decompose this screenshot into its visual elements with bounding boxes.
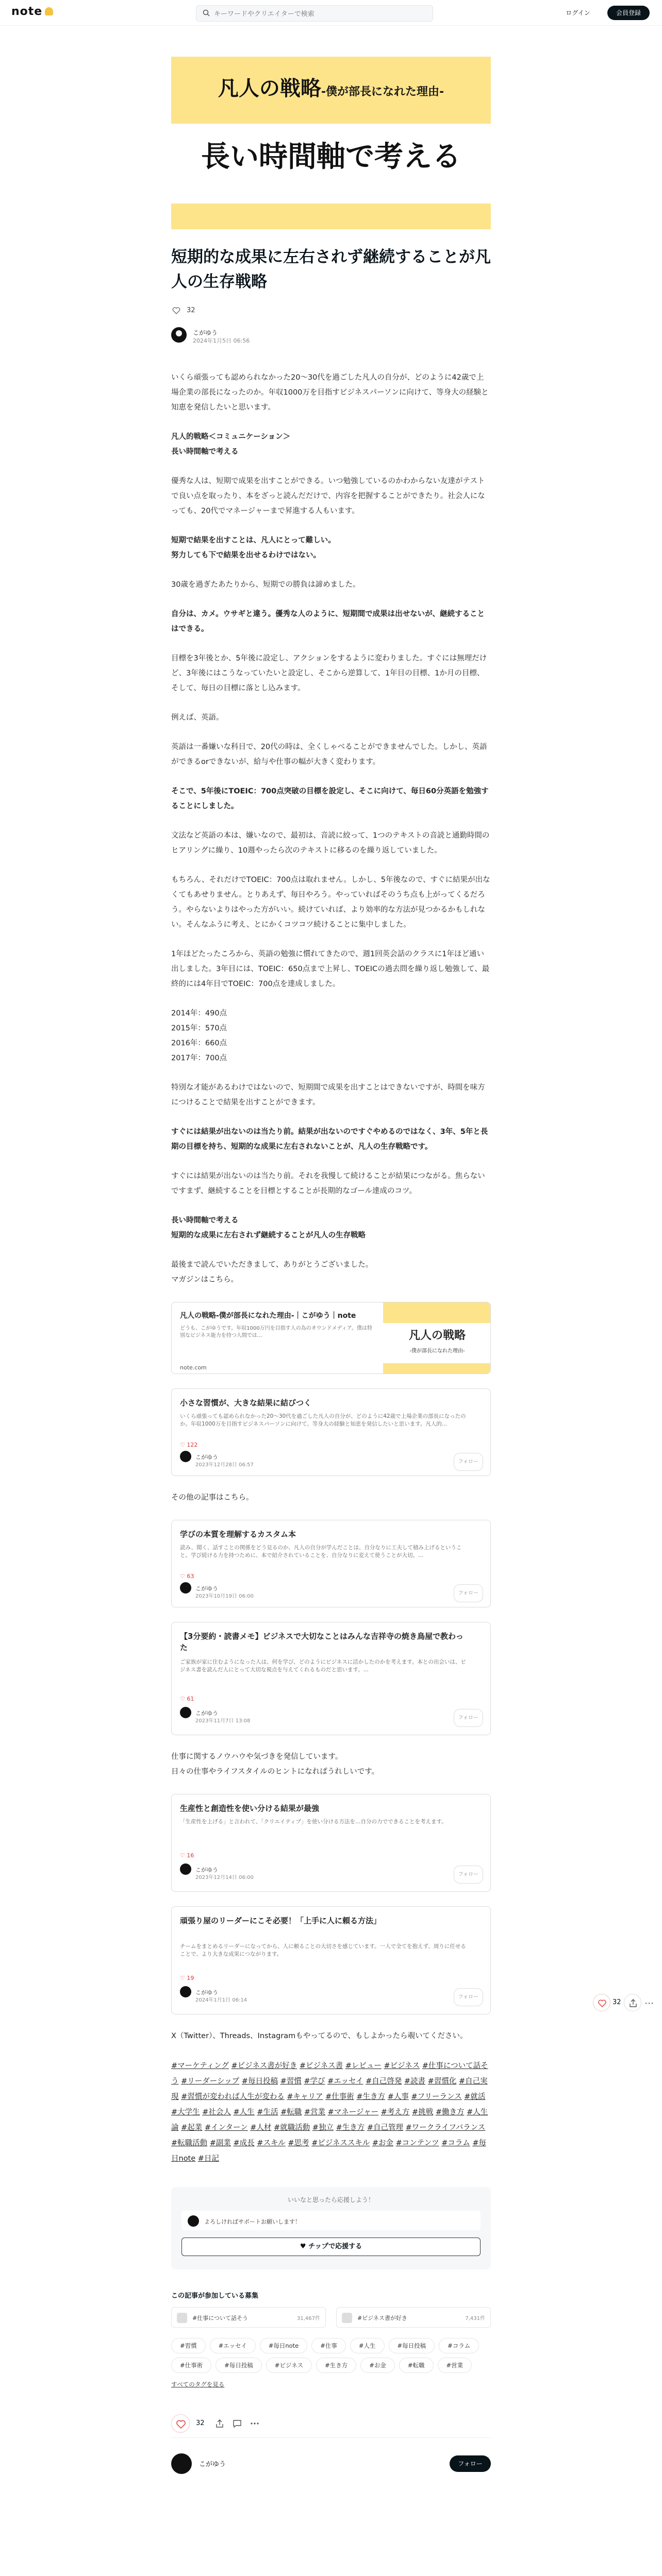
- heart-icon: [593, 1994, 611, 2012]
- like-summary[interactable]: [171, 306, 491, 317]
- paragraph: すぐには結果が出ないのは当たり前。結果が出ないのですぐやめるのではなく、3年、5年と長期の目標を持ち、短期的な成果に左右されないことが、凡人の生存戦略です。: [171, 1128, 488, 1151]
- avatar[interactable]: [171, 327, 187, 343]
- section-heading: 凡人的戦略＜コミュニケーション＞ 長い時間軸で考える: [171, 433, 291, 456]
- paragraph: いくら頑張っても認められなかった20〜30代を過ごした凡人の自分が、どのように42歳で上場企業の部長になったのか。年収1000万を目指すビジネスパーソンに向けて、等身大の経験と知恵を発信したいと思います。: [171, 374, 489, 412]
- follow-button[interactable]: フォロー: [454, 1866, 484, 1884]
- hashtag-link[interactable]: #コンテンツ: [395, 2139, 439, 2147]
- heart-icon: [172, 2415, 190, 2433]
- action-bar: [171, 2412, 491, 2438]
- logo-mascot-icon: [45, 7, 53, 15]
- hashtag-link[interactable]: #起業: [181, 2124, 203, 2132]
- follow-button[interactable]: フォロー: [454, 1453, 484, 1471]
- hashtag-link[interactable]: #仕事について話そう: [171, 2062, 488, 2086]
- paragraph: すぐには結果が出ないのは当たり前。それを我慢して続けることが結果につながる。焦らないですまず、継続することを目標とすることが長期的なゴール達成のコツ。: [171, 1172, 485, 1195]
- tip-icon: ♥: [300, 2243, 309, 2250]
- card-like-count: ♡ 19: [180, 1975, 194, 1981]
- hashtag-link[interactable]: #成長: [233, 2139, 255, 2147]
- hashtag-link[interactable]: #レビュー: [345, 2062, 382, 2070]
- hashtag-link[interactable]: #転職: [280, 2108, 302, 2116]
- paragraph: もちろん、それだけでTOEIC：700点は取れません。しかし、5年後なので、すぐに結果が出なくてもあせりません。とりあえず、毎日やろう。やっていればそのうち点も上がってくるだろう。やらないよりはやった方がいい。続けていれば、より効率的な方法が見つかるかもしれない。そんなふうに考え、とにかくコツコツ続けることに集中しました。: [171, 876, 490, 929]
- hashtag-link[interactable]: #人生論: [171, 2108, 488, 2132]
- hashtag-link[interactable]: #日記: [197, 2155, 219, 2163]
- follow-button[interactable]: フォロー: [454, 1584, 484, 1602]
- hashtag-link[interactable]: #ビジネス: [384, 2062, 420, 2070]
- embed-description: どうも、こがゆうです。年収1000万円を目指す人の為のオウンドメディア。僕は特別なビジネス能力を持つ人間では…: [180, 1326, 372, 1338]
- hashtag-link[interactable]: #就活: [464, 2093, 486, 2101]
- share-icon[interactable]: [214, 2418, 225, 2429]
- footer-author: [171, 2448, 491, 2484]
- social-links[interactable]: X（Twitter）、Threads、Instagramもやってるので、もしよかったら覗いてください。: [171, 2032, 468, 2040]
- hashtag-link[interactable]: #生き方: [356, 2093, 386, 2101]
- signup-button[interactable]: 会員登録: [607, 6, 650, 20]
- paragraph: 英語は一番嫌いな科目で、20代の時は、全くしゃべることができませんでした。しかし、英語ができるorできないが、給与や仕事の幅が大きく変わります。: [171, 743, 487, 766]
- like-button[interactable]: [171, 2414, 190, 2433]
- hashtag-link[interactable]: #仕事術: [325, 2093, 354, 2101]
- hashtag-link[interactable]: #キャリア: [287, 2093, 323, 2101]
- heart-icon: [172, 307, 180, 315]
- tag-pill[interactable]: #毎日投稿: [216, 2358, 262, 2373]
- contest-list: [171, 2307, 491, 2328]
- hashtag-link[interactable]: #学び: [304, 2077, 325, 2086]
- closing: 最後まで読んでいただきまして、ありがとうございました。 マガジンはこちら。: [171, 1261, 373, 1284]
- tag-pill[interactable]: #人生: [350, 2338, 385, 2353]
- score-list: 2014年：490点 2015年：570点 2016年：660点 2017年：700点: [171, 1009, 227, 1062]
- hashtag-link[interactable]: #就職活動: [274, 2124, 310, 2132]
- hashtag-link[interactable]: #習慣が変われば人生が変わる: [181, 2093, 285, 2101]
- embed-url: note.com: [180, 1364, 207, 1371]
- paragraph: 短期で結果を出すことは、凡人にとって難しい。 努力しても下で結果を出せるわけではない。: [171, 536, 336, 560]
- hashtag-link[interactable]: #独立: [312, 2124, 334, 2132]
- note-logo[interactable]: note: [11, 5, 53, 18]
- like-count: 32: [187, 307, 195, 314]
- tag-pill[interactable]: #転職: [399, 2358, 434, 2373]
- magazine-embed-card[interactable]: [171, 1302, 491, 1374]
- hashtag-link[interactable]: #副業: [209, 2139, 231, 2147]
- paragraph: 文法など英語の本は、嫌いなので、最初は、音読に絞って、1つのテキストの音読と通勤時間のヒアリングに繰り、10週やったら次のテキストに移るのを繰り返していました。: [171, 832, 490, 855]
- paragraph: 仕事に関するノウハウや気づきを発信しています。 日々の仕事やライフスタイルのヒントになればうれしいです。: [171, 1753, 379, 1776]
- hashtag-link[interactable]: #インターン: [204, 2124, 248, 2132]
- tag-pill[interactable]: #仕事: [311, 2338, 346, 2353]
- hashtag-link[interactable]: #挑戦: [412, 2108, 434, 2116]
- avatar: [180, 1451, 191, 1462]
- share-icon: [624, 1994, 642, 2012]
- hashtag-list: [171, 2058, 491, 2166]
- related-article-card[interactable]: 頑張り屋のリーダーにこそ必要！「上手に人に頼る方法」 チームをまとめるリーダーになってから、人に頼ることの大切さを感じています。一人で全てを抱えず、周りに任せることで、より大きな成果につながります。 ♡ 19 こがゆう 2024年1月1日 06:14 フォロー: [171, 1906, 491, 2014]
- hashtag-link[interactable]: #マネージャー: [327, 2108, 379, 2116]
- paragraph: 自分は、カメ。ウサギと違う。優秀な人のように、短期間で成果は出せないが、継続することはできる。: [171, 610, 485, 633]
- author-name[interactable]: こがゆう: [193, 329, 218, 336]
- more-icon[interactable]: [250, 2418, 260, 2429]
- avatar: [180, 1986, 191, 1997]
- hashtag-link[interactable]: #働き方: [435, 2108, 465, 2116]
- embed-thumbnail: 凡人の戦略 -僕が部長になれた理由-: [383, 1302, 491, 1374]
- floating-share-button[interactable]: [624, 1994, 641, 2011]
- hero-title: 凡人の戦略-僕が部長になれた理由-: [218, 77, 444, 100]
- hashtag-link[interactable]: #ビジネス書が好き: [231, 2062, 297, 2070]
- paragraph: そこで、5年後にTOEIC：700点突破の目標を設定し、そこに向けて、毎日60分英語を勉強することにしました。: [171, 787, 489, 810]
- like-count: 32: [196, 2419, 205, 2427]
- hashtag-link[interactable]: #自己啓発: [366, 2077, 402, 2086]
- paragraph: 30歳を過ぎたあたりから、短期での勝負は諦めました。: [171, 581, 360, 589]
- article-body: [171, 370, 491, 2044]
- floating-like-button[interactable]: [593, 1994, 610, 2011]
- hashtag-link[interactable]: #読書: [404, 2077, 426, 2086]
- author-info[interactable]: [171, 327, 491, 348]
- support-message: よろしければサポートお願いします！: [204, 2218, 301, 2225]
- tag-pill[interactable]: #仕事術: [171, 2358, 211, 2373]
- article-title: 短期的な成果に左右されず継続することが凡人の生存戦略: [171, 248, 491, 291]
- hashtag-link[interactable]: #大学生: [171, 2108, 200, 2116]
- hashtag-link[interactable]: #人生: [233, 2108, 255, 2116]
- hashtag-link[interactable]: #生活: [257, 2108, 278, 2116]
- hashtag-link[interactable]: #習慣化: [427, 2077, 457, 2086]
- card-like-count: ♡ 61: [180, 1696, 194, 1702]
- contest-icon: [177, 2313, 187, 2323]
- publish-date: 2024年1月5日 06:56: [193, 337, 250, 344]
- hashtag-link[interactable]: #毎日note: [171, 2139, 486, 2163]
- related-article-card[interactable]: 【3分要約・読書メモ】ビジネスで大切なことはみんな吉祥寺の焼き鳥屋で教わった ご家族が家に住むようになった人は、何を学び、どのようにビジネスに活かしたのかを考えます。本との出会いは、ビジネス書を読んだ人にとって大切な視点を与えてくれるものだと思います。... ♡ 61 こがゆう 2023年11月7日 13:08 フォロー: [171, 1622, 491, 1735]
- tag-pill[interactable]: #営業: [438, 2358, 472, 2373]
- author-name[interactable]: こがゆう: [199, 2461, 226, 2468]
- card-like-count: ♡ 63: [180, 1573, 194, 1580]
- embed-title: 凡人の戦略-僕が部長になれた理由-｜こがゆう｜note: [180, 1312, 356, 1320]
- site-header: [0, 0, 662, 26]
- paragraph: 特別な才能があるわけではないので、短期間で成果を出すことはできないですが、時間を味方につけることで結果を出すことができます。: [171, 1083, 485, 1107]
- hashtag-link[interactable]: #自己管理: [367, 2124, 403, 2132]
- card-like-count: ♡ 122: [180, 1442, 198, 1448]
- search-icon: [203, 9, 210, 16]
- tag-pill[interactable]: #ビジネス: [266, 2358, 312, 2373]
- search-box[interactable]: [196, 5, 433, 22]
- tag-pill[interactable]: #毎日note: [260, 2338, 308, 2353]
- tag-pill[interactable]: #毎日投稿: [389, 2338, 435, 2353]
- support-box: [171, 2187, 491, 2269]
- hashtag-link[interactable]: #スキル: [257, 2139, 286, 2147]
- support-title: いいなと思ったら応援しよう！: [287, 2196, 374, 2204]
- hashtag-link[interactable]: #フリーランス: [411, 2093, 462, 2101]
- hashtag-link[interactable]: #リーダーシップ: [181, 2077, 240, 2086]
- related-article-card[interactable]: 生産性と創造性を使い分ける結果が最強 「生産性を上げる」と言われて、「クリエイティブ」を使い分ける方法を…自分の力でできることを考えます。 ♡ 16 こがゆう 2023年12月14日 06:00 フォロー: [171, 1794, 491, 1892]
- avatar[interactable]: [171, 2453, 192, 2474]
- paragraph: 例えば、英語。: [171, 714, 224, 722]
- hashtag-link[interactable]: #ビジネススキル: [311, 2139, 370, 2147]
- hashtag-link[interactable]: #マーケティング: [171, 2062, 229, 2070]
- floating-more-icon[interactable]: ⋯: [644, 1998, 654, 2009]
- hashtag-link[interactable]: #社会人: [202, 2108, 231, 2116]
- avatar: [180, 1707, 191, 1718]
- card-like-count: ♡ 16: [180, 1852, 194, 1859]
- hashtag-link[interactable]: #ビジネス書: [299, 2062, 343, 2070]
- hero-subtitle: 長い時間軸で考える: [201, 140, 461, 174]
- contest-heading: この記事が参加している募集: [171, 2292, 259, 2300]
- tag-pill[interactable]: #習慣: [171, 2338, 206, 2353]
- hashtag-link[interactable]: #人材: [250, 2124, 272, 2132]
- hashtag-link[interactable]: #生き方: [336, 2124, 365, 2132]
- follow-button[interactable]: フォロー: [454, 1988, 484, 2006]
- hashtag-link[interactable]: #コラム: [441, 2139, 470, 2147]
- tag-pill[interactable]: #エッセイ: [210, 2338, 256, 2353]
- summary: 長い時間軸で考える 短期的な成果に左右されず継続することが凡人の生存戦略: [171, 1216, 366, 1240]
- avatar: [188, 2215, 199, 2227]
- hashtag-link[interactable]: #営業: [304, 2108, 325, 2116]
- hero-image: [171, 57, 491, 229]
- all-tags-link[interactable]: すべてのタグを見る: [171, 2381, 225, 2388]
- login-button[interactable]: ログイン: [566, 9, 590, 16]
- paragraph: 1年ほどたったころから、英語の勉強に慣れてきたので、週1回英会話のクラスに1年ほど通い出しました。3年目には、TOEIC：650点まで上昇し、TOEICの過去問を繰り返し勉強して、最終的には4年目でTOEIC：700点を達成しました。: [171, 950, 490, 988]
- hashtag-link[interactable]: #人事: [387, 2093, 409, 2101]
- tip-button[interactable]: ♥ チップで応援する: [181, 2238, 481, 2256]
- contest-item[interactable]: #仕事について話そう 31,467件: [171, 2307, 326, 2328]
- paragraph: 目標を3年後とか、5年後に設定し、アクションをするように変わりました。すぐには無理だけど、3年後にはこうなっていたいと設定し、そこから逆算して、1年目の目標、1か月の目標、そして、毎日の目標に落とし込みます。: [171, 654, 487, 692]
- hashtag-link[interactable]: #自己実現: [171, 2077, 488, 2101]
- article: [171, 57, 491, 2484]
- contest-icon: [342, 2313, 352, 2323]
- paragraph: 優秀な人は、短期で成果を出すことができる。いつ勉強しているのかわからない友達がテストで良い点を取ったり、本をざっと読んだだけで、内容を把握することができたり。社会人になっても、20代でマネージャーまで昇進する人もいます。: [171, 477, 485, 515]
- search-input[interactable]: [214, 9, 425, 19]
- follow-button[interactable]: フォロー: [454, 1709, 484, 1727]
- hashtag-link[interactable]: #エッセイ: [327, 2077, 363, 2086]
- hashtag-link[interactable]: #習慣: [280, 2077, 302, 2086]
- hashtag-link[interactable]: #転職活動: [171, 2139, 208, 2147]
- hashtag-link[interactable]: #毎日投稿: [241, 2077, 278, 2086]
- floating-like-count: 32: [613, 1998, 621, 2006]
- hashtag-link[interactable]: #ワークライフバランス: [405, 2124, 486, 2132]
- hashtag-link[interactable]: #考え方: [380, 2108, 410, 2116]
- related-article-card[interactable]: 小さな習慣が、大きな結果に結びつく いくら頑張っても認められなかった20〜30代を過ごした凡人の自分が、どのように42歳で上場企業の部長になったのか。年収1000万を目指すビジネスパーソンに向けて、等身大の経験と知恵を発信したいと思います。凡人的... ♡ 122 こがゆう 2023年12月28日 06:57 フォロー: [171, 1388, 491, 1476]
- tag-pill[interactable]: #コラム: [439, 2338, 479, 2353]
- comment-icon[interactable]: [232, 2418, 242, 2429]
- paragraph: その他の記事はこちら。: [171, 1494, 254, 1502]
- tag-pill[interactable]: #お金: [360, 2358, 395, 2373]
- avatar: [180, 1863, 191, 1875]
- tag-pills: [171, 2338, 491, 2373]
- contest-item[interactable]: #ビジネス書が好き 7,431件: [336, 2307, 491, 2328]
- follow-button[interactable]: フォロー: [450, 2455, 491, 2472]
- related-article-card[interactable]: 学びの本質を理解するカスタム本 読み、聞く、話すことの関係をどう見るのか、凡人の自分が学んだことは、自分なりに工夫して積み上げるということ。学び続ける力を持つために、本で紹介されていることを、自分なりに変えて使うことが大切。... ♡ 63 こがゆう 2023年10月19日 06:00 フォロー: [171, 1520, 491, 1607]
- hashtag-link[interactable]: #お金: [372, 2139, 394, 2147]
- tag-pill[interactable]: #生き方: [316, 2358, 356, 2373]
- hashtag-link[interactable]: #思考: [288, 2139, 309, 2147]
- avatar: [180, 1582, 191, 1594]
